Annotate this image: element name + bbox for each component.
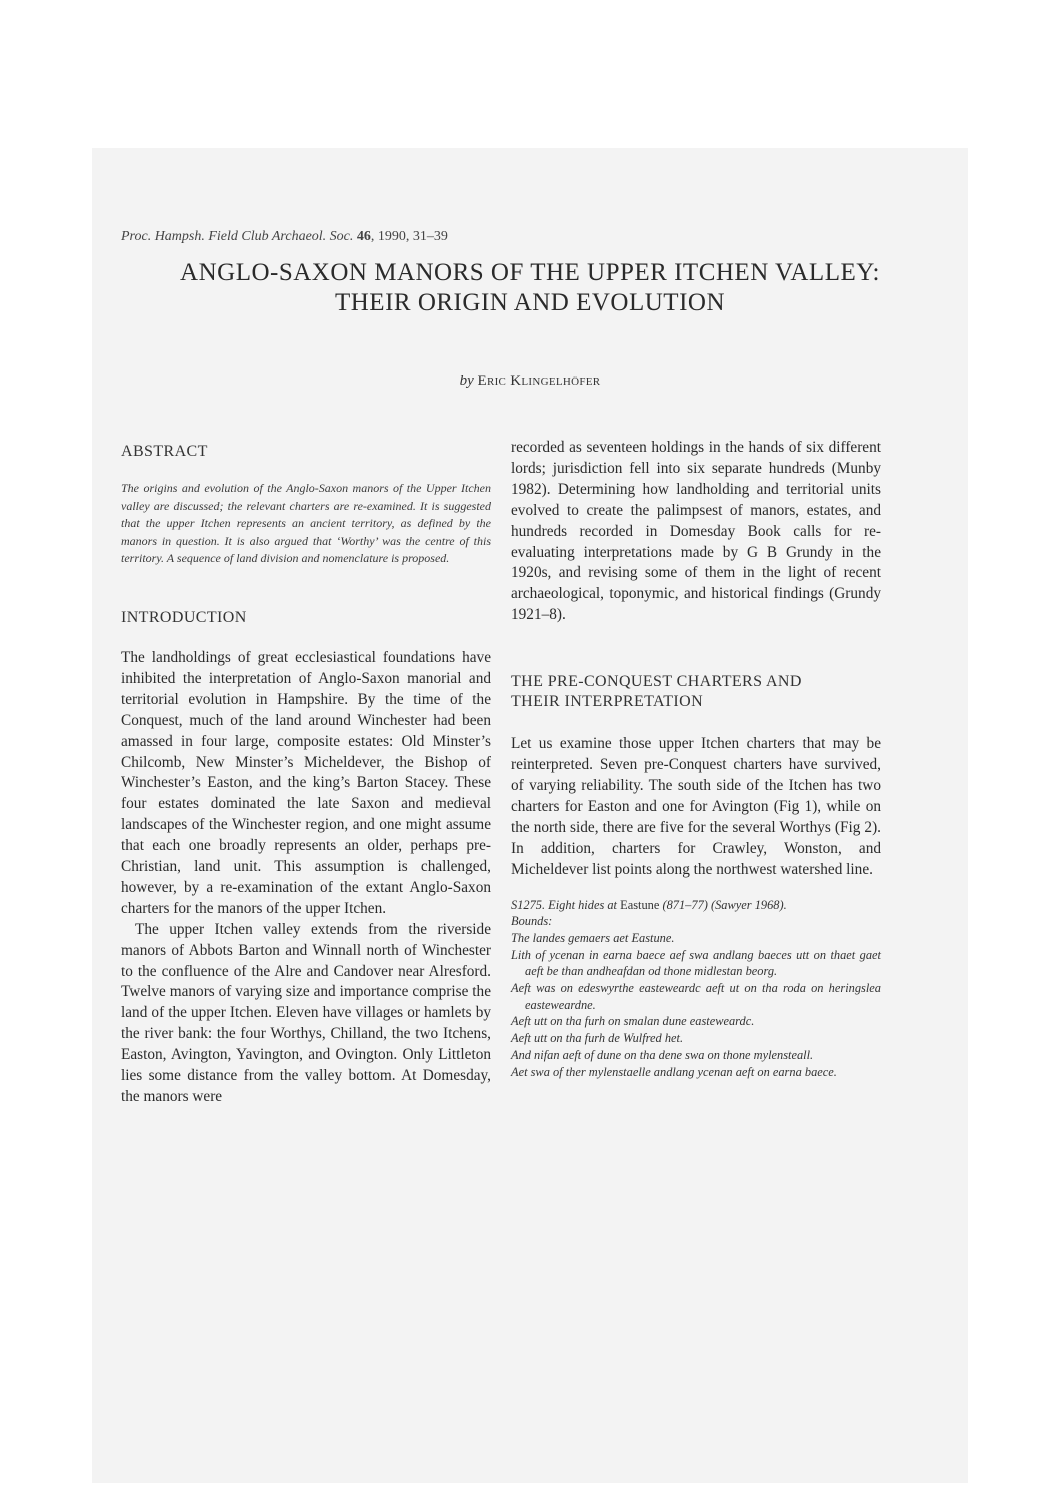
bounds-line: Aet swa of ther mylenstaelle andlang ycenan aeft on earna baece. <box>511 1064 837 1079</box>
title-line-1: ANGLO-SAXON MANORS OF THE UPPER ITCHEN VALLEY: <box>180 259 880 286</box>
introduction-paragraph-1: The landholdings of great ecclesiastical foundations have inhibited the interpretation of Anglo-Saxon manorial and territorial evolution in Hampshire. By the time of the Conquest, much of the land around Winchester had been amassed in four large, composite estates: Old Minster’s Chilcomb, New Minster’s Micheldever, the Bishop of Winchester’s Easton, and the king’s Barton Stacey. These four estates dominated the late Saxon and medieval landscapes of the Winchester region, and one might assume that each one broadly represents an older, perhaps pre-Christian, land unit. This assumption is challenged, however, by a re-examination of the extant Anglo-Saxon charters for the manors of the upper Itchen. <box>121 648 491 917</box>
left-column <box>121 442 491 1108</box>
bounds-line: The landes gemaers aet Eastune. <box>511 930 675 945</box>
bounds-line: Aeft utt on tha furh on smalan dune easteweardc. <box>511 1014 755 1029</box>
introduction-continued: recorded as seventeen holdings in the hands of six different lords; jurisdiction fell into six separate hundreds (Munby 1982). Determining how landholding and territorial units evolved to create the palimpsest of manors, estates, and hundreds recorded in Domesday Book calls for re-evaluating interpretations made by G B Grundy in the 1920s, and revising some of them in the light of recent archaeological, toponymic, and historical findings (Grundy 1921–8). <box>511 439 881 624</box>
bounds-line: Lith of ycenan in earna baece aef swa andlang baeces utt on thaet gaet aeft be than andheafdan od thone midlestan beorg. <box>511 947 881 979</box>
bounds-list <box>511 930 881 1080</box>
introduction-paragraph-2: The upper Itchen valley extends from the riverside manors of Abbots Barton and Winnall north of Winchester to the confluence of the Alre and Candover near Alresford. Twelve manors of varying size and importance comprise the land of the upper Itchen. Eleven have villages or hamlets by the river bank: the four Worthys, Chilland, the two Itchens, Easton, Avington, Yavington, and Ovington. Only Littleton lies some distance from the valley bottom. At Domesday, the manors were <box>121 920 491 1105</box>
charters-heading-line-2: THEIR INTERPRETATION <box>511 693 704 711</box>
right-column <box>511 439 881 1080</box>
charter-ref-date: (871–77) (Sawyer 1968). <box>662 897 787 912</box>
abstract-heading: ABSTRACT <box>121 443 208 460</box>
title-line-2: THEIR ORIGIN AND EVOLUTION <box>334 289 726 316</box>
journal-citation <box>121 229 448 245</box>
citation-journal: Proc. Hampsh. Field Club Archaeol. Soc. <box>121 229 354 244</box>
introduction-heading: INTRODUCTION <box>121 608 247 626</box>
charters-heading <box>511 672 881 712</box>
charters-paragraph: Let us examine those upper Itchen charters that may be reinterpreted. Seven pre-Conquest charters have survived, of varying reliability. The south side of the Itchen has two charters for Easton and one for Avington (Fig 1), while on the north side, there are five for the several Worthys (Fig 2). In addition, charters for Crawley, Wonston, and Micheldever list points along the northwest watershed line. <box>511 735 881 878</box>
charter-reference <box>511 897 881 914</box>
byline-by: by <box>459 373 474 389</box>
bounds-label: Bounds: <box>511 914 553 929</box>
bounds-line: Aeft was on edeswyrthe easteweardc aeft ut on tha roda on heringslea easteweardne. <box>511 981 881 1012</box>
citation-volume: 46 <box>356 229 371 244</box>
bounds-line: Aeft utt on tha furh de Wulfred het. <box>511 1031 684 1046</box>
charters-heading-line-1: THE PRE-CONQUEST CHARTERS AND <box>511 673 802 691</box>
abstract-text: The origins and evolution of the Anglo-Saxon manors of the Upper Itchen valley are discussed; the relevant charters are re-examined. It is suggested that the upper Itchen represents an ancient territory, as defined by the manors in question. It is also argued that ‘Worthy’ was the centre of this territory. A sequence of land division and nomenclature is proposed. <box>121 481 491 566</box>
charter-ref-number: S1275. Eight hides at <box>511 897 618 912</box>
charter-place: Eastune <box>620 897 660 912</box>
bounds-line: And nifan aeft of dune on tha dene swa on thone mylensteall. <box>511 1047 814 1062</box>
byline <box>100 373 960 390</box>
article-title <box>100 258 960 318</box>
author-name: Eric Klingelhöfer <box>477 373 601 389</box>
citation-year-pages: , 1990, 31–39 <box>370 229 448 244</box>
